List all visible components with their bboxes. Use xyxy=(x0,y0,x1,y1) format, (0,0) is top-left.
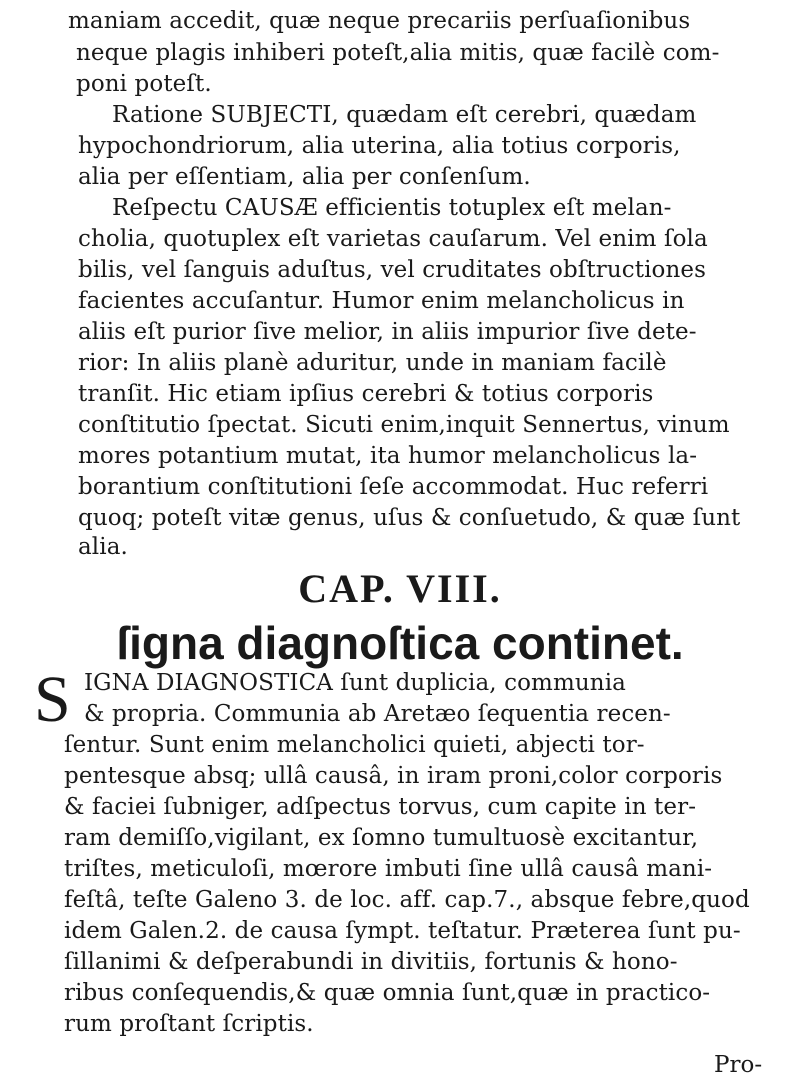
body-line: ram demiſſo,vigilant, ex ſomno tumultuosè excitantur, xyxy=(64,825,699,851)
body-line: pentesque absq; ullâ causâ, in iram proni,color corporis xyxy=(64,763,723,789)
text-line: facientes accuſantur. Humor enim melancholicus in xyxy=(78,288,685,314)
body-line: idem Galen.2. de causa ſympt. teſtatur. Præterea ſunt pu- xyxy=(64,918,741,944)
drop-capital: S xyxy=(34,663,71,736)
body-line: IGNA DIAGNOSTICA ſunt duplicia, communia xyxy=(84,670,626,696)
text-line: borantium conſtitutioni ſeſe accommodat. Huc referri xyxy=(78,474,709,500)
text-line: hypochondriorum, alia uterina, alia totius corporis, xyxy=(78,133,681,159)
chapter-title: CAP. VIII. xyxy=(298,566,502,611)
text-line: cholia, quotuplex eſt varietas cauſarum. Vel enim ſola xyxy=(78,226,708,252)
body-line: rum proſtant ſcriptis. xyxy=(64,1011,314,1037)
body-line: & propria. Communia ab Aretæo ſequentia recen- xyxy=(84,701,671,727)
body-line: feſtâ, teſte Galeno 3. de loc. aff. cap.7., absque febre,quod xyxy=(64,887,750,913)
body-line: triſtes, meticuloſi, mœrore imbuti ſine ullâ causâ mani- xyxy=(64,856,713,882)
text-line: conſtitutio ſpectat. Sicuti enim,inquit Sennertus, vinum xyxy=(78,412,730,438)
text-line: maniam accedit, quæ neque precariis perſuaſionibus xyxy=(68,8,691,34)
body-line: ſillanimi & deſperabundi in divitiis, fortunis & hono- xyxy=(64,949,678,975)
text-line: alia. xyxy=(78,534,128,560)
text-line: alia per eſſentiam, alia per conſenſum. xyxy=(78,164,531,190)
text-line: Ratione SUBJECTI, quædam eſt cerebri, quædam xyxy=(112,102,697,128)
body-line: & faciei ſubniger, adſpectus torvus, cum capite in ter- xyxy=(64,794,697,820)
text-line: poni poteſt. xyxy=(76,71,212,97)
catchword: Pro- xyxy=(714,1052,763,1078)
body-line: ribus conſequendis,& quæ omnia ſunt,quæ in practico- xyxy=(64,980,711,1006)
text-line: rior: In aliis planè aduritur, unde in maniam facilè xyxy=(78,350,667,376)
text-line: Reſpectu CAUSÆ efficientis totuplex eſt melan- xyxy=(112,195,672,221)
chapter-subtitle: ſigna diagnoſtica continet. xyxy=(116,617,684,669)
text-line: tranſit. Hic etiam ipſius cerebri & totius corporis xyxy=(78,381,654,407)
text-line: bilis, vel ſanguis aduſtus, vel cruditates obſtructiones xyxy=(78,257,707,283)
text-line: neque plagis inhiberi poteſt,alia mitis, quæ facilè com- xyxy=(76,40,720,66)
text-line: aliis eſt purior ſive melior, in aliis impurior ſive dete- xyxy=(78,319,697,345)
text-line: quoq; poteſt vitæ genus, uſus & conſuetudo, & quæ ſunt xyxy=(78,505,741,531)
text-line: mores potantium mutat, ita humor melancholicus la- xyxy=(78,443,698,469)
body-line: ſentur. Sunt enim melancholici quieti, abjecti tor- xyxy=(64,732,645,758)
